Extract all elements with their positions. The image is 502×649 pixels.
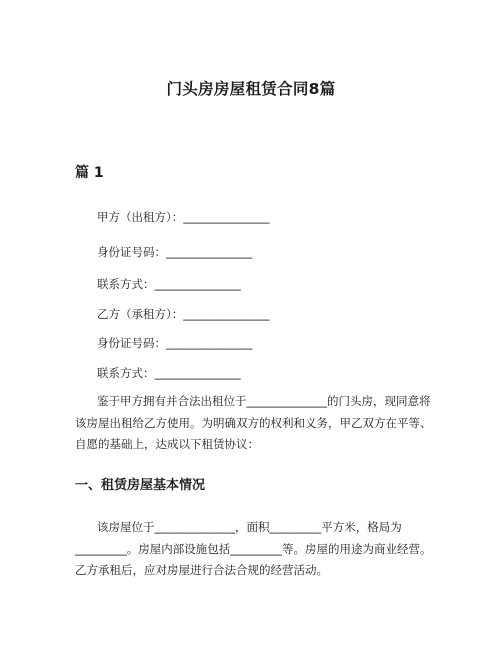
clause-1-heading: 一、租赁房屋基本情况 [75,478,206,493]
section-heading: 篇 1 [75,165,104,181]
clause-1-text: 该房屋位于______________，面积_________平方米，格局为_________。房屋内部设施包括_________等。房屋的用途为商业经营。乙方承租后，应对房屋进行合法合规的经营活动。 [75,520,432,577]
lessee-contact-field: 联系方式：_______________ [97,366,241,380]
lessor-field: 甲方（出租方）：_______________ [97,210,270,224]
lessor-contact-field: 联系方式：_______________ [97,277,241,291]
document-title: 门头房房屋租赁合同8篇 [166,80,336,98]
intro-paragraph [75,391,435,456]
clause-1-paragraph [75,517,435,582]
lessee-field: 乙方（承租方）：_______________ [97,307,270,321]
intro-paragraph-text: 鉴于甲方拥有并合法出租位于______________的门头房，现同意将该房屋出租给乙方使用。为明确双方的权利和义务，甲乙双方在平等、自愿的基础上，达成以下租赁协议： [75,394,432,451]
lessor-id-field: 身份证号码：_______________ [97,245,253,259]
lessee-id-field: 身份证号码：_______________ [97,336,253,350]
